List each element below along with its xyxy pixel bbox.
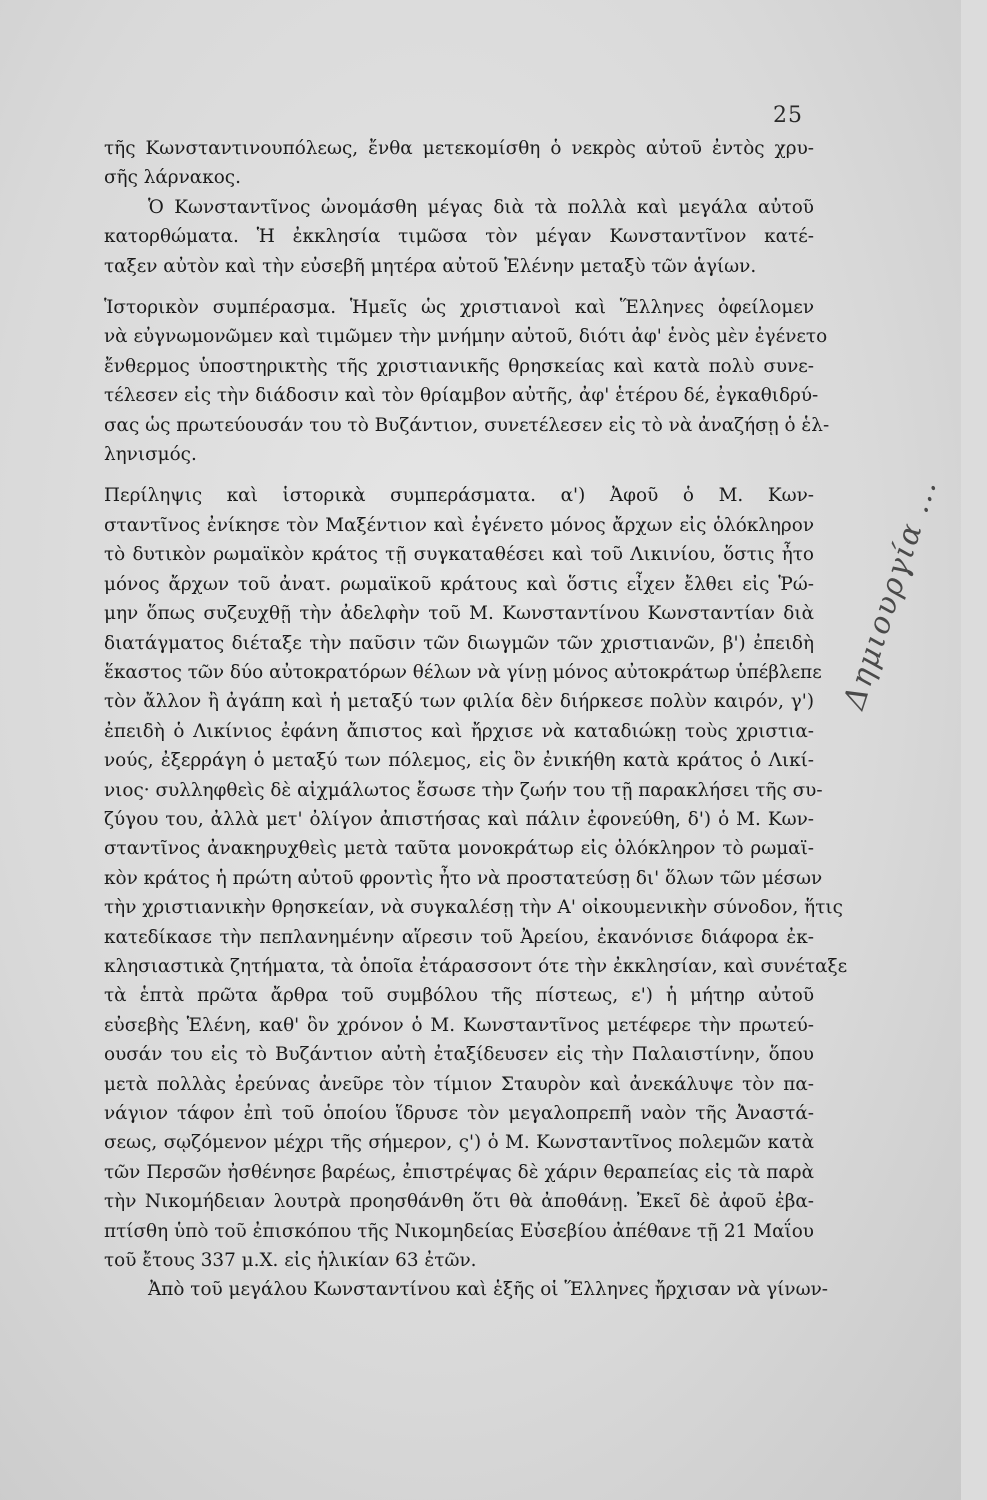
text-line: κλησιαστικὰ ζητήματα, τὰ ὁποῖα ἐτάρασσοντ ότε τὴν ἐκκλησίαν, καὶ συνέταξε	[104, 955, 848, 977]
text-line: ἕκαστος τῶν δύο αὐτοκρατόρων θέλων νὰ γίνῃ μόνος αὐτοκράτωρ ὑπέβλεπε	[104, 661, 822, 683]
text-line: τέλεσεν εἰς τὴν διάδοσιν καὶ τὸν θρίαμβον αὐτῆς, ἀφ' ἑτέρου δέ, ἐγκαθιδρύ-	[104, 385, 819, 407]
text-line: κατορθώματα. Ἡ ἐκκλησία τιμῶσα τὸν μέγαν Κωνσταντῖνον κατέ-	[104, 226, 814, 248]
text-line: μην ὅπως συζευχθῇ τὴν ἀδελφὴν τοῦ Μ. Κωνσταντίνου Κωνσταντίαν διὰ	[104, 603, 814, 625]
text-line: ἔνθερμος ὑποστηρικτὴς τῆς χριστιανικῆς θρησκείας καὶ κατὰ πολὺ συνε-	[104, 355, 814, 377]
text-line: τὴν Νικομήδειαν λουτρὰ προησθάνθη ὅτι θὰ ἀποθάνῃ. Ἐκεῖ δὲ ἀφοῦ ἐβα-	[104, 1191, 814, 1213]
text-line: τῆς Κωνσταντινουπόλεως, ἔνθα μετεκομίσθη ὁ νεκρὸς αὐτοῦ ἐντὸς χρυ-	[104, 138, 814, 159]
margin-note-text: Δημιουργία ...	[836, 473, 945, 714]
text-line: τὰ ἑπτὰ πρῶτα ἄρθρα τοῦ συμβόλου τῆς πίστεως, ε') ἡ μήτηρ αὐτοῦ	[104, 985, 814, 1007]
text-line: κὸν κράτος ἡ πρώτη αὐτοῦ φροντὶς ἦτο νὰ προστατεύσῃ δι' ὅλων τῶν μέσων	[104, 867, 823, 889]
text-line: εὐσεβὴς Ἑλένη, καθ' ὃν χρόνον ὁ Μ. Κωνσταντῖνος μετέφερε τὴν πρωτεύ-	[104, 1014, 814, 1036]
body-text	[104, 134, 848, 1305]
text-line: μετὰ πολλὰς ἐρεύνας ἀνεῦρε τὸν τίμιον Σταυρὸν καὶ ἀνεκάλυψε τὸν πα-	[104, 1073, 814, 1095]
text-line: νιος· συλληφθεὶς δὲ αἰχμάλωτος ἔσωσε τὴν ζωήν του τῇ παρακλήσει τῆς συ-	[104, 779, 823, 801]
text-line: σταντῖνος ἀνακηρυχθεὶς μετὰ ταῦτα μονοκράτωρ εἰς ὁλόκληρον τὸ ρωμαϊ-	[104, 838, 814, 860]
text-line: σεως, σῳζόμενον μέχρι τῆς σήμερον, ς') ὁ Μ. Κωνσταντῖνος πολεμῶν κατὰ	[104, 1132, 814, 1154]
text-line: διατάγματος διέταξε τὴν παῦσιν τῶν διωγμῶν τῶν χριστιανῶν, β') ἐπειδὴ	[104, 632, 814, 654]
text-line: ζύγου του, ἀλλὰ μετ' ὀλίγον ἀπιστήσας καὶ πάλιν ἐφονεύθη, δ') ὁ Μ. Κων-	[104, 808, 814, 830]
text-line: νὰ εὐγνωμονῶμεν καὶ τιμῶμεν τὴν μνήμην αὐτοῦ, διότι ἀφ' ἑνὸς μὲν ἐγένετο	[104, 326, 828, 348]
text-line: νάγιον τάφον ἐπὶ τοῦ ὁποίου ἵδρυσε τὸν μεγαλοπρεπῆ ναὸν τῆς Ἀναστά-	[104, 1103, 814, 1124]
text-line: Ὁ Κωνσταντῖνος ὠνομάσθη μέγας διὰ τὰ πολλὰ καὶ μεγάλα αὐτοῦ	[148, 196, 814, 218]
text-line: Περίληψις καὶ ἱστορικὰ συμπεράσματα. α') Ἀφοῦ ὁ Μ. Κων-	[104, 485, 814, 507]
text-line: ἐπειδὴ ὁ Λικίνιος ἐφάνη ἄπιστος καὶ ἤρχισε νὰ καταδιώκῃ τοὺς χριστια-	[104, 720, 814, 742]
text-line: Ἱστορικὸν συμπέρασμα. Ἡμεῖς ὡς χριστιανοὶ καὶ Ἕλληνες ὀφείλομεν	[104, 297, 814, 319]
text-line: πτίσθη ὑπὸ τοῦ ἐπισκόπου τῆς Νικομηδείας Εὐσεβίου ἀπέθανε τῇ 21 Μαΐου	[104, 1220, 814, 1242]
text-line: τοῦ ἔτους 337 μ.Χ. εἰς ἡλικίαν 63 ἐτῶν.	[104, 1250, 477, 1272]
text-line: ουσάν του εἰς τὸ Βυζάντιον αὐτὴ ἐταξίδευσεν εἰς τὴν Παλαιστίνην, ὅπου	[104, 1044, 814, 1066]
text-line: σῆς λάρνακος.	[104, 167, 241, 189]
text-line: Ἀπὸ τοῦ μεγάλου Κωνσταντίνου καὶ ἑξῆς οἱ Ἕλληνες ἤρχισαν νὰ γίνων-	[148, 1279, 828, 1301]
text-line: ταξεν αὐτὸν καὶ τὴν εὐσεβῆ μητέρα αὐτοῦ Ἑλένην μεταξὺ τῶν ἁγίων.	[104, 255, 757, 277]
paragraph-gap	[104, 281, 814, 293]
text-line: μόνος ἄρχων τοῦ ἀνατ. ρωμαϊκοῦ κράτους καὶ ὅστις εἶχεν ἔλθει εἰς Ῥώ-	[104, 573, 814, 595]
text-line: τῶν Περσῶν ἠσθένησε βαρέως, ἐπιστρέψας δὲ χάριν θεραπείας εἰς τὰ παρὰ	[104, 1161, 814, 1183]
page-number: 25	[773, 103, 803, 128]
text-line: κατεδίκασε τὴν πεπλανημένην αἵρεσιν τοῦ Ἀρείου, ἐκανόνισε διάφορα ἐκ-	[104, 926, 814, 948]
handwritten-margin-note	[836, 330, 972, 750]
text-line: ληνισμός.	[104, 444, 197, 466]
text-line: σταντῖνος ἐνίκησε τὸν Μαξέντιον καὶ ἐγένετο μόνος ἄρχων εἰς ὁλόκληρον	[104, 514, 814, 536]
paragraph-gap	[104, 469, 814, 481]
text-line: τὴν χριστιανικὴν θρησκείαν, νὰ συγκαλέσῃ τὴν Α' οἰκουμενικὴν σύνοδον, ἥτις	[104, 897, 843, 919]
text-line: νούς, ἐξερράγη ὁ μεταξύ των πόλεμος, εἰς ὃν ἐνικήθη κατὰ κράτος ὁ Λικί-	[104, 750, 814, 772]
text-line: τὸν ἄλλον ἢ ἀγάπη καὶ ἡ μεταξύ των φιλία δὲν διήρκεσε πολὺν καιρόν, γ')	[104, 691, 814, 713]
text-line: τὸ δυτικὸν ρωμαϊκὸν κράτος τῇ συγκαταθέσει καὶ τοῦ Λικινίου, ὅστις ἦτο	[104, 544, 814, 566]
text-line: σας ὡς πρωτεύουσάν του τὸ Βυζάντιον, συνετέλεσεν εἰς τὸ νὰ ἀναζήσῃ ὁ ἑλ-	[104, 414, 830, 436]
